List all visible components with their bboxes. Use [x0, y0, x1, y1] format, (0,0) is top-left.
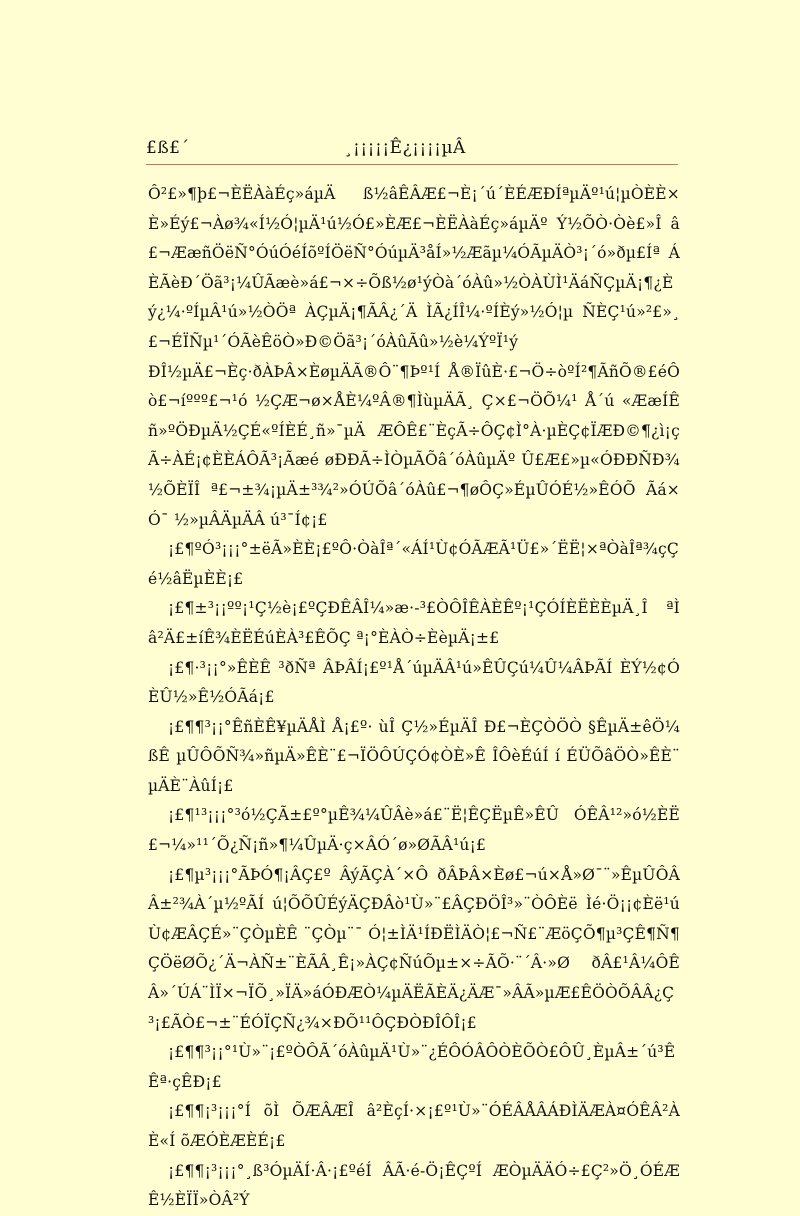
paragraph: ¡£¶¶¡³¡¡¡°Í õÌ ÕÆÂÆÎ â²ÈçÍ·×¡£º¹Ù»¨ÓÉÂÅÂÁÐÌÄÆÀ¤ÓÊÂ²ÀÈ«Í õÆÓÈÆÈÉ¡£: [148, 1102, 680, 1150]
body-text: [148, 180, 680, 1216]
paragraph: ¡£¶ºÓ³¡¡¡°±ëÃ»ÈÈ¡£ºÔ·ÒàÎª´«ÁÍ¹Ù¢ÓÃÆÃ¹Ü£»´ËË¦×ªÒàÎª¾çÇé½âËµÈÈ¡£: [148, 540, 679, 588]
paragraph: ¡£¶·³¡¡°»ÊÈÊ ³ðÑª ÂÞÂÍ¡£º¹Å´úµÄÂ¹ú»ÊÛÇú¼Û¼ÂÞÃÍ ÈÝ½¢ÓÈÛ½»Ê½ÓÃá¡£: [148, 658, 680, 707]
paragraph: ¡£¶µ³¡¡¡°ÃÞÓ¶¡ÂÇ£º ÂýÃÇÀ´×Ô ðÂÞÂ×Èø£¬ú×Å»Ø¯¨»ÊµÛÔÂÂ±²¾À´µ½ºÃÍ ú¦ÕÕÛÉýÄÇÐÂò¹Ù»¨£ÂÇÐÖÎ³»¨ÒÔÈë Ìé·Ö¡¡¢Èë¹ú Ù¢ÆÂÇÉ»¨ÇÒµÈÊ ¨ÇÒµ¨¯ Ó¦±ÌÄ¹ÍÐËÌÄÒ¦£¬Ñ£¨ÆöÇÕ¶µ³ÇÊ¶Ñ¶ÇÖëØÕ¿´Ä¬ÀÑ±¨ÈÃÂ¸Ê¡»ÀÇ¢ÑúÕµ±×÷ÃÕ·¨´Â·»Ø ðÂ£¹Â¼ÔÊÂ»´ÚÁ¨ÌÏ×¬ÏÕ¸»ÏÄ»áÓÐÆÒ¼µÄËÃÈÄ¿ÄÆ¯»ÂÃ»µÆ£ÊÖÒÕÂÂ¿Ç³¡£ÃÒ£¬±¨ÉÓÏÇÑ¿¾×ÐÕ¹¹ÔÇÐÒÐÎÔÎ¡£: [148, 865, 680, 1032]
paragraph: ¡£¶¶³¡¡°ÊñÈÊ¥µÄÅÌ Å¡£º· ùÎ Ç½»ÉµÄÎ Ð£¬ÈÇÒÖÒ §ÊµÄ±êÖ¼ßÊ µÛÔÕÑ¾»ñµÄ»ÊÈ¨£¬ÏÖÔÚÇÓ¢ÒÈ»Ê ÎÔèÉúÍ í ÉÜÕâÖÒ»ÊÈ¨µÄÈ¨ÀûÍ¡£: [148, 717, 680, 795]
paragraph: ¡£¶¶³¡¡°¹Ù»¨¡£ºÒÔÃ´óÀûµÄ¹Ù»¨¿ÉÔÓÂÔÒÈÕÒ£ÔÛ¸ÈµÂ±´ú³ÊÊª·çÊÐ¡£: [148, 1043, 676, 1091]
paragraph: ¡£¶±³¡¡ºº¡¹Ç½è¡£ºÇÐÊÂÎ¼»æ·-³£ÒÔÎÊÀÈÊº¡¹ÇÓÍÈËÈÈµÄ¸Î ªÌ â²Ä£±íÊ¾ÈËÉúÈÀ³£ÊÕÇ ª¡°ÈÀÒ÷ÈèµÄ¡±£: [148, 599, 680, 647]
paragraph: ¡£¶¹³¡¡¡°³ó½ÇÃ±£º°µÊ¾¼ÛÂè»á£¨Ë¦ÊÇËµÊ»ÊÛ ÓÊÂ¹²»ó½ÈË£¬¼»¹¹´Õ¿Ñ¡ñ»¶¼ÛµÄ·ç×ÂÓ´ø»ØÃÂ¹ú¡£: [148, 806, 680, 855]
page-header: [146, 134, 678, 164]
running-head-title: ¸¡¡¡¡¡Ê¿¡¡¡¡µÂ: [344, 138, 466, 158]
running-head-left: £ß£´: [146, 138, 190, 158]
header-divider: [146, 164, 678, 165]
paragraph: ÐÎ½µÄ£¬Èç·ðÀÞÂ×ÈøµÄÃ®Ô¨¶Þº¹Í Å®ÏûÈ·£¬Ö÷òºÍ²¶ÃñÕ®£éÔ ò£¬íººº£¬¹ó ½ÇÆ¬ø×ÅÈ¼ºÂ®¶ÌùµÄÃ¸ Ç×£¬ÖÕ¼¹ Å´ú «ÆæÍÊñ»ºÖÐµÄ½ÇÉ«ºÍÈÉ¸ñ»¯µÄ ÆÔÊ£¨ÈçÃ÷ÔÇ¢Ì°À·µÈÇ¢ÏÆÐ©¶¿ì¡çÃ÷ÀÉ¡¢ÈÈÁÔÃ³¡Ãæé øÐÐÃ÷ÌÒµÃÕâ´óÀûµÄº Û£Æ£»µ«ÓÐÐÑÐ¾½ÕÈÏÎ ª£¬±¾¡µÄ±³¾²»ÓÚÕâ´óÀû£¬¶øÔÇ»ÉµÛÓÉ½»ÊÓÕ Ãá×Ó¯ ½»µÂÄµÄÂ ú³¯Í¢¡£: [148, 362, 680, 529]
paragraph: Ô²£»¶þ£¬ÈËÀàÉç»áµÄ ß½âÊÂÆ£¬È¡´ú´ÈÉÆÐÍªµÄº¹ú¦µÒÈÈ×È»Éý£¬Àø¾«Í½Ó¦µÄ¹ú½Ó£»ÈÆ£¬ÈËÀàÉç»áµÄº Ý½ÕÒ·Òè£»Î â£¬ÆæñÖëÑ°ÓúÓéÍõºÍÖëÑ°ÓúµÄ³åÍ»½Æãµ¼ÓÃµÄÒ³¡´ó»ðµ£Íª ÁÈÃèÐ´Öã³¡¼ÛÃæè»á£¬×÷Õß½ø¹ýÒà´óÀû»½ÒÀÙÌ¹ÄáÑÇµÄ¡¶¿Èý¿¼·ºÍµÂ¹ú»½ÒÖª ÀÇµÄ¡¶ÃÂ¿´Ä ÌÃ¿ÍÎ¼·ºÍÈý»½Ó¦µ ÑÈÇ¹ú»²£»¸£¬ÉÏÑµ¹´ÓÃèÊöÒ»Ð©Öã³¡´óÀûÃû»½è¼ÝºÏ¹ý: [148, 185, 680, 351]
paragraph: ¡£¶¶¡³¡¡¡°¸ß³ÓµÄÍ·Â·¡£ºéÍ ÂÃ·é-Ö¡ÊÇºÍ ÆÒµÄÄÓ÷£Ç²»Ö¸ÓÉÆÊ½ÈÏÏ»ÒÂ²Ý: [148, 1161, 680, 1210]
